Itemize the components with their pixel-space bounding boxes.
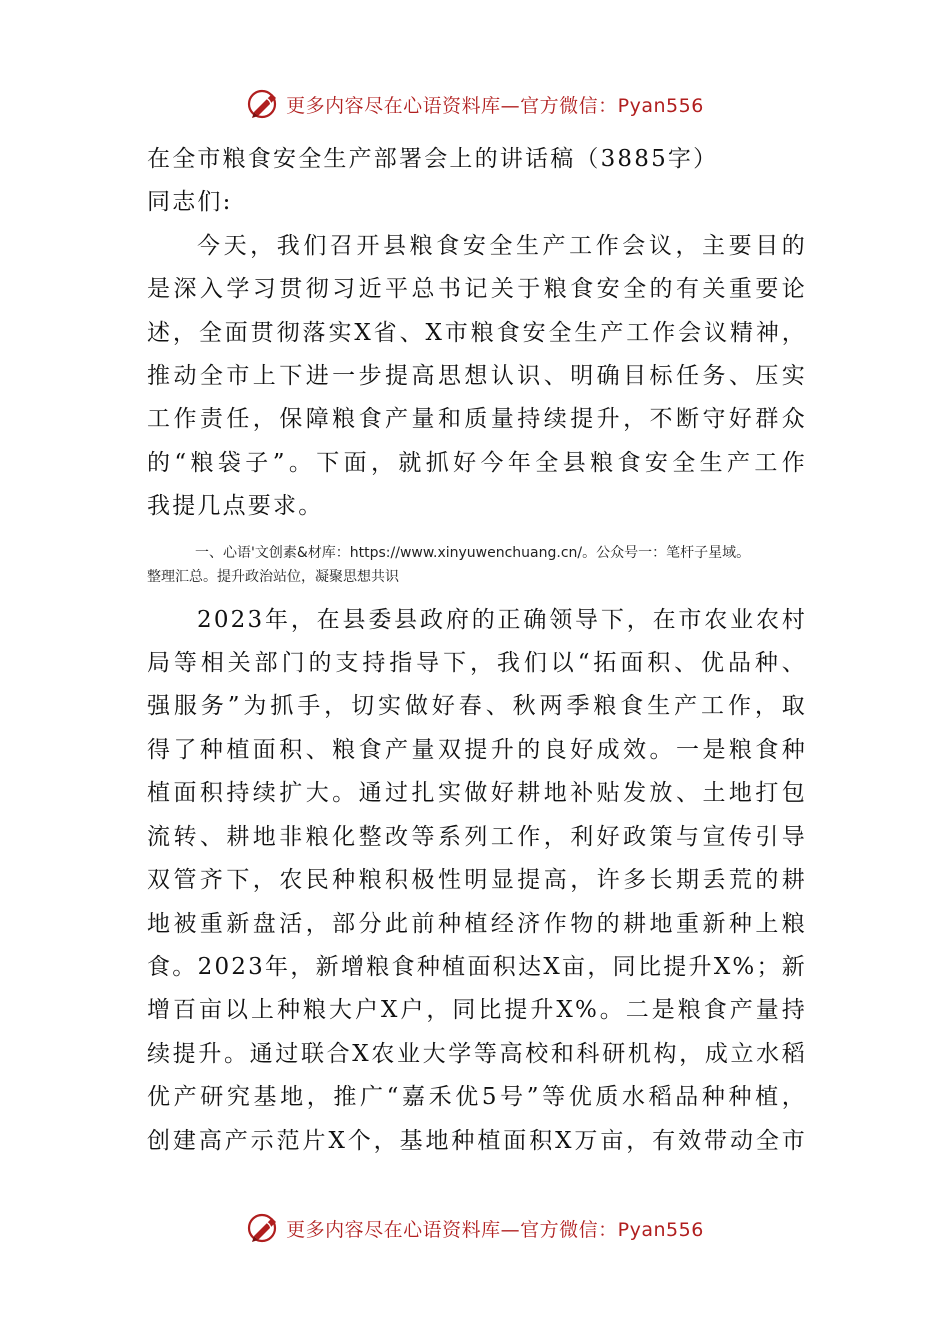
text-line: 推动全市上下进一步提高思想认识、明确目标任务、压实 — [147, 363, 807, 390]
note-line: 整理汇总。提升政治站位，凝聚思想共识 — [147, 568, 399, 585]
wechat-id: Pyan556 — [617, 94, 704, 117]
text-line: 流转、耕地非粮化整改等系列工作，利好政策与宣传引导 — [147, 823, 807, 850]
banner-text: 更多内容尽在心语资料库—官方微信：Pyan556 — [286, 1218, 704, 1241]
text-line: 增百亩以上种粮大户X户，同比提升X%。二是粮食产量持 — [147, 997, 807, 1024]
text-line: 食。2023年，新增粮食种植面积达X亩，同比提升X%；新 — [147, 953, 807, 980]
text-line: 植面积持续扩大。通过扎实做好耕地补贴发放、土地打包 — [147, 780, 807, 807]
text-line: 优产研究基地，推广“嘉禾优5号”等优质水稻品种种植， — [147, 1084, 807, 1111]
text-line: 的“粮袋子”。下面，就抓好今年全县粮食安全生产工作 — [147, 449, 807, 476]
text-line: 强服务”为抓手，切实做好春、秋两季粮食生产工作，取 — [147, 693, 807, 720]
banner-text: 更多内容尽在心语资料库—官方微信：Pyan556 — [286, 94, 704, 117]
paragraph-achievements — [147, 599, 807, 1163]
pen-logo-icon — [246, 86, 282, 122]
text-line: 续提升。通过联合X农业大学等高校和科研机构，成立水稻 — [147, 1040, 807, 1067]
header-watermark-banner — [0, 84, 950, 124]
text-line: 述，全面贯彻落实X省、X市粮食安全生产工作会议精神， — [147, 319, 807, 346]
text-line: 局等相关部门的支持指导下，我们以“拓面积、优品种、 — [147, 650, 807, 677]
text-line: 我提几点要求。 — [147, 493, 324, 520]
note-line: 一、心语'文创素&材库：https://www.xinyuwenchuang.cn/。公众号一：笔杆子星域。 — [195, 544, 751, 561]
text-line: 2023年，在县委县政府的正确领导下，在市农业农村 — [197, 606, 807, 633]
text-line: 创建高产示范片X个，基地种植面积X万亩，有效带动全市 — [147, 1127, 807, 1154]
salutation: 同志们: — [147, 189, 233, 216]
paragraph-intro — [147, 225, 807, 529]
text-line: 是深入学习贯彻习近平总书记关于粮食安全的有关重要论 — [147, 276, 807, 303]
text-line: 工作责任，保障粮食产量和质量持续提升，不断守好群众 — [147, 406, 807, 433]
text-line: 地被重新盘活，部分此前种植经济作物的耕地重新种上粮 — [147, 910, 807, 937]
document-body — [147, 138, 807, 1163]
text-line: 双管齐下，农民种粮积极性明显提高，许多长期丢荒的耕 — [147, 867, 807, 894]
text-line: 今天，我们召开县粮食安全生产工作会议，主要目的 — [197, 232, 807, 259]
document-title: 在全市粮食安全生产部署会上的讲话稿（3885字） — [147, 146, 719, 172]
footer-watermark-banner — [0, 1208, 950, 1248]
wechat-id: Pyan556 — [617, 1218, 704, 1241]
text-line: 得了种植面积、粮食产量双提升的良好成效。一是粮食种 — [147, 736, 807, 763]
section-heading-note — [147, 541, 807, 589]
pen-logo-icon — [246, 1210, 282, 1246]
